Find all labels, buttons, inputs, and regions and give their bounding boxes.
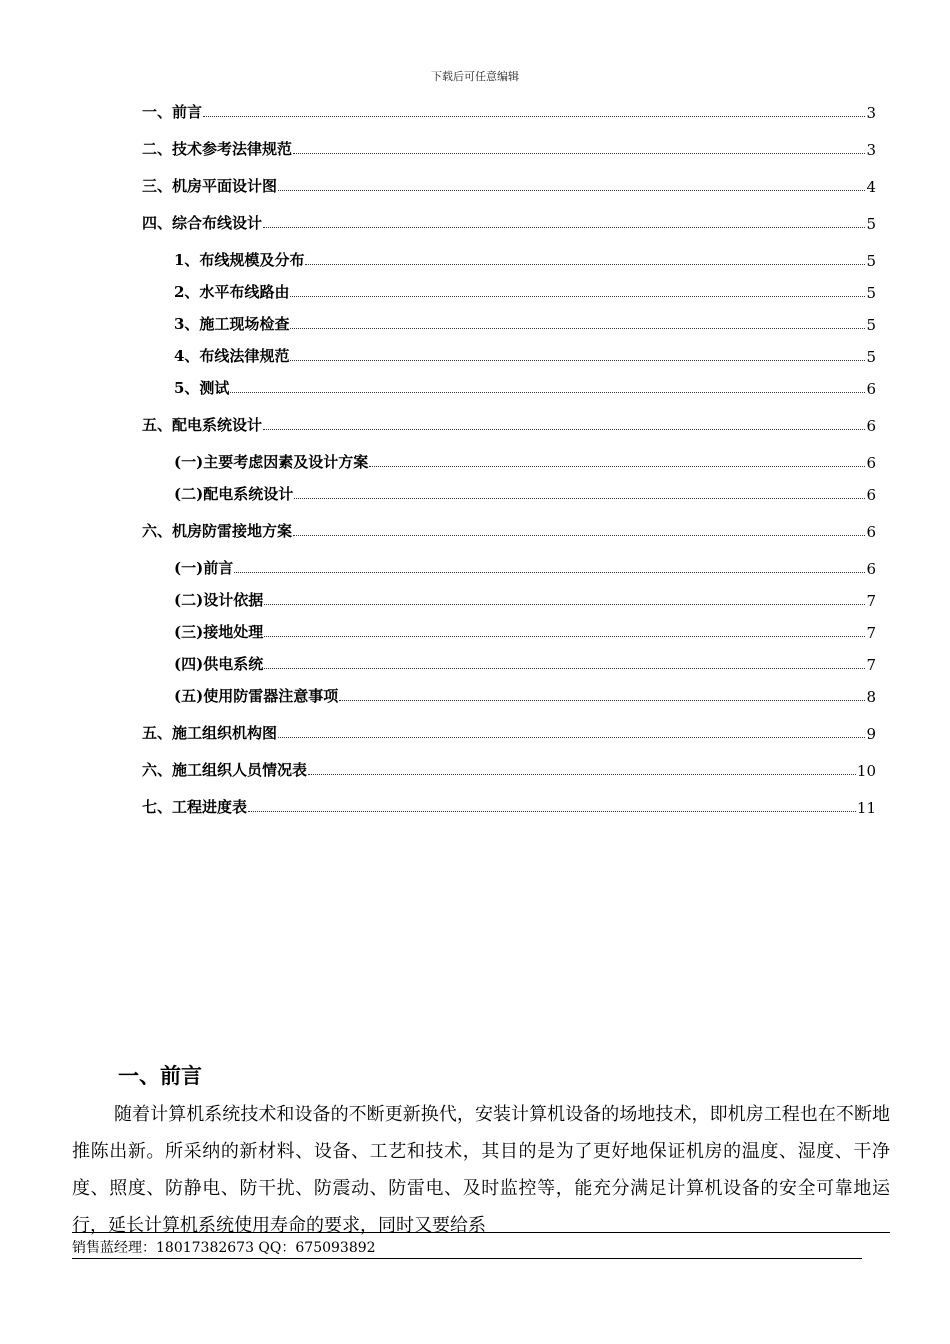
toc-leader bbox=[264, 636, 865, 637]
toc-label: 四、综合布线设计 bbox=[142, 214, 263, 232]
toc-page: 7 bbox=[866, 624, 876, 642]
toc-label: 五、配电系统设计 bbox=[142, 416, 263, 434]
paragraph-text: 随着计算机系统技术和设备的不断更新换代，安装计算机设备的场地技术，即机房工程也在不断地推陈出新。所采纳的新材料、设备、工艺和技术，其目的是为了更好地保证机房的温度、湿度、干净度、照度、防静电、防干扰、防震动、防雷电、及时监控等，能充分满足计算机设备的安全可靠地运行，延长计算机系统使用寿命的要求，同时又要给系 bbox=[72, 1104, 890, 1236]
toc-leader bbox=[264, 668, 865, 669]
toc-entry[interactable] bbox=[174, 684, 876, 706]
toc-leader bbox=[234, 572, 865, 573]
toc-leader bbox=[290, 360, 865, 361]
toc-page: 5 bbox=[866, 215, 876, 233]
toc-label: (一)前言 bbox=[174, 559, 234, 577]
toc-entry[interactable] bbox=[174, 280, 876, 302]
toc-page: 7 bbox=[866, 592, 876, 610]
toc-leader bbox=[308, 774, 856, 775]
toc-leader bbox=[339, 700, 865, 701]
toc-label: 1、布线规模及分布 bbox=[174, 251, 305, 269]
page-header: 下载后可任意编辑 bbox=[431, 70, 519, 83]
toc-label: 2、水平布线路由 bbox=[174, 283, 290, 301]
toc-entry[interactable] bbox=[174, 482, 876, 504]
toc-leader bbox=[293, 153, 865, 154]
toc-page: 7 bbox=[866, 656, 876, 674]
toc-entry[interactable] bbox=[174, 652, 876, 674]
toc-page: 3 bbox=[866, 141, 876, 159]
toc-entry[interactable] bbox=[174, 588, 876, 610]
toc-label: 三、机房平面设计图 bbox=[142, 177, 278, 195]
toc-leader bbox=[264, 604, 865, 605]
toc-label: 五、施工组织机构图 bbox=[142, 724, 278, 742]
toc-label: (一)主要考虑因素及设计方案 bbox=[174, 453, 369, 471]
toc-leader bbox=[278, 190, 865, 191]
toc-label: 六、机房防雷接地方案 bbox=[142, 522, 293, 540]
toc-leader bbox=[278, 737, 865, 738]
toc-page: 6 bbox=[866, 523, 876, 541]
toc-page: 6 bbox=[866, 454, 876, 472]
toc-entry[interactable] bbox=[142, 174, 876, 196]
toc-label: 一、前言 bbox=[142, 103, 203, 121]
toc-label: 5、测试 bbox=[174, 379, 230, 397]
toc-entry[interactable] bbox=[174, 556, 876, 578]
toc-entry[interactable] bbox=[142, 413, 876, 435]
toc-leader bbox=[305, 264, 865, 265]
underline-rule bbox=[72, 1232, 890, 1233]
toc-entry[interactable] bbox=[142, 795, 876, 817]
toc-label: (四)供电系统 bbox=[174, 655, 264, 673]
toc-page: 6 bbox=[866, 486, 876, 504]
toc-page: 5 bbox=[866, 348, 876, 366]
toc-leader bbox=[230, 392, 865, 393]
toc-label: 3、施工现场检查 bbox=[174, 315, 290, 333]
section-heading: 一、前言 bbox=[118, 1064, 202, 1088]
toc-label: 七、工程进度表 bbox=[142, 798, 248, 816]
body-paragraph bbox=[72, 1096, 890, 1244]
toc-entry[interactable] bbox=[142, 100, 876, 122]
toc-page: 5 bbox=[866, 284, 876, 302]
page-footer: 销售蓝经理：18017382673 QQ：675093892 bbox=[72, 1237, 862, 1259]
toc-leader bbox=[290, 296, 865, 297]
toc-leader bbox=[290, 328, 865, 329]
toc-page: 6 bbox=[866, 417, 876, 435]
toc-leader bbox=[369, 466, 865, 467]
toc-leader bbox=[263, 227, 865, 228]
toc-page: 6 bbox=[866, 560, 876, 578]
toc-page: 9 bbox=[866, 725, 876, 743]
toc-entry[interactable] bbox=[174, 620, 876, 642]
toc-entry[interactable] bbox=[174, 312, 876, 334]
toc-leader bbox=[294, 498, 865, 499]
toc-entry[interactable] bbox=[174, 248, 876, 270]
toc-page: 3 bbox=[866, 104, 876, 122]
toc-page: 4 bbox=[866, 178, 876, 196]
toc-entry[interactable] bbox=[174, 450, 876, 472]
toc-label: (三)接地处理 bbox=[174, 623, 264, 641]
toc-label: 4、布线法律规范 bbox=[174, 347, 290, 365]
toc-page: 5 bbox=[866, 252, 876, 270]
toc-leader bbox=[203, 116, 865, 117]
toc-label: 六、施工组织人员情况表 bbox=[142, 761, 308, 779]
toc-leader bbox=[293, 535, 865, 536]
toc-entry[interactable] bbox=[142, 519, 876, 541]
toc-label: 二、技术参考法律规范 bbox=[142, 140, 293, 158]
toc-entry[interactable] bbox=[142, 211, 876, 233]
toc-leader bbox=[263, 429, 865, 430]
toc-label: (二)设计依据 bbox=[174, 591, 264, 609]
toc-page: 6 bbox=[866, 380, 876, 398]
toc-leader bbox=[248, 811, 856, 812]
toc-page: 8 bbox=[866, 688, 876, 706]
toc-page: 11 bbox=[856, 799, 876, 817]
toc-entry[interactable] bbox=[174, 376, 876, 398]
toc-entry[interactable] bbox=[142, 758, 876, 780]
toc-page: 5 bbox=[866, 316, 876, 334]
toc-entry[interactable] bbox=[142, 721, 876, 743]
toc-entry[interactable] bbox=[174, 344, 876, 366]
toc-label: (五)使用防雷器注意事项 bbox=[174, 687, 339, 705]
toc-entry[interactable] bbox=[142, 137, 876, 159]
toc-page: 10 bbox=[856, 762, 876, 780]
toc-label: (二)配电系统设计 bbox=[174, 485, 294, 503]
